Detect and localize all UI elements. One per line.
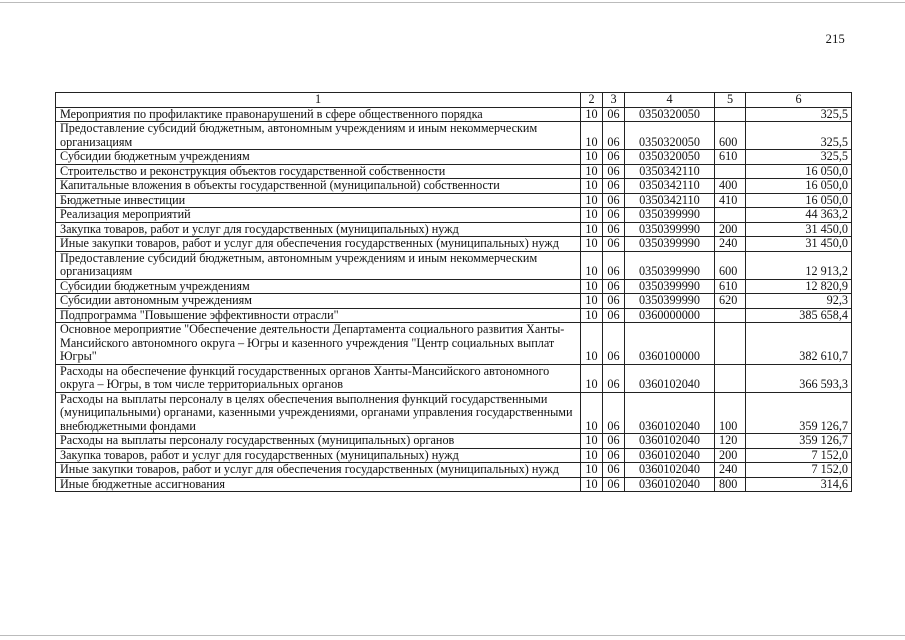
- row-amount-cell: 31 450,0: [746, 237, 852, 252]
- row-amount-cell: 314,6: [746, 477, 852, 492]
- row-expense-type-cell: 600: [715, 251, 746, 279]
- row-name-cell: Расходы на обеспечение функций государственных органов Ханты-Мансийского автономного округа – Югры, в том числе территориальных органов: [56, 364, 581, 392]
- row-target-code-cell: 0350342110: [625, 193, 715, 208]
- row-expense-type-cell: 400: [715, 179, 746, 194]
- table-row: [56, 294, 852, 309]
- row-name-cell: Предоставление субсидий бюджетным, автономным учреждениям и иным некоммерческим организациям: [56, 251, 581, 279]
- row-code-2-cell: 10: [581, 364, 603, 392]
- row-amount-cell: 31 450,0: [746, 222, 852, 237]
- table-row: [56, 164, 852, 179]
- row-amount-cell: 92,3: [746, 294, 852, 309]
- row-name-cell: Основное мероприятие "Обеспечение деятельности Департамента социального развития Ханты-Мансийского автономного округа – Югры и казенного учреждения "Центр социальных выплат Югры": [56, 323, 581, 365]
- table-row: [56, 279, 852, 294]
- row-code-3-cell: 06: [603, 164, 625, 179]
- row-amount-cell: 16 050,0: [746, 193, 852, 208]
- row-expense-type-cell: [715, 364, 746, 392]
- row-amount-cell: 382 610,7: [746, 323, 852, 365]
- row-code-2-cell: 10: [581, 222, 603, 237]
- row-expense-type-cell: [715, 323, 746, 365]
- row-name-cell: Реализация мероприятий: [56, 208, 581, 223]
- table-row: [56, 364, 852, 392]
- row-name-cell: Расходы на выплаты персоналу в целях обеспечения выполнения функций государственными (муниципальными) органами, казенными учреждениями, органами управления государственными внебюджетными фондами: [56, 392, 581, 434]
- row-amount-cell: 12 820,9: [746, 279, 852, 294]
- table-row: [56, 392, 852, 434]
- row-code-2-cell: 10: [581, 179, 603, 194]
- row-code-3-cell: 06: [603, 193, 625, 208]
- row-expense-type-cell: 410: [715, 193, 746, 208]
- row-expense-type-cell: 120: [715, 434, 746, 449]
- column-header-1: 1: [56, 93, 581, 108]
- row-code-3-cell: 06: [603, 448, 625, 463]
- row-name-cell: Закупка товаров, работ и услуг для государственных (муниципальных) нужд: [56, 222, 581, 237]
- row-target-code-cell: 0350320050: [625, 107, 715, 122]
- row-target-code-cell: 0360102040: [625, 434, 715, 449]
- row-code-2-cell: 10: [581, 294, 603, 309]
- row-expense-type-cell: 240: [715, 237, 746, 252]
- row-name-cell: Иные закупки товаров, работ и услуг для обеспечения государственных (муниципальных) нужд: [56, 237, 581, 252]
- row-code-2-cell: 10: [581, 323, 603, 365]
- row-name-cell: Мероприятия по профилактике правонарушений в сфере общественного порядка: [56, 107, 581, 122]
- row-code-3-cell: 06: [603, 477, 625, 492]
- row-expense-type-cell: 100: [715, 392, 746, 434]
- row-expense-type-cell: [715, 308, 746, 323]
- row-target-code-cell: 0360000000: [625, 308, 715, 323]
- row-expense-type-cell: 200: [715, 222, 746, 237]
- row-amount-cell: 7 152,0: [746, 448, 852, 463]
- row-amount-cell: 7 152,0: [746, 463, 852, 478]
- row-target-code-cell: 0360100000: [625, 323, 715, 365]
- row-expense-type-cell: 610: [715, 279, 746, 294]
- row-code-3-cell: 06: [603, 308, 625, 323]
- row-code-3-cell: 06: [603, 392, 625, 434]
- row-expense-type-cell: 600: [715, 122, 746, 150]
- table-row: [56, 107, 852, 122]
- row-amount-cell: 12 913,2: [746, 251, 852, 279]
- row-name-cell: Строительство и реконструкция объектов государственной собственности: [56, 164, 581, 179]
- row-amount-cell: 16 050,0: [746, 179, 852, 194]
- table-row: [56, 222, 852, 237]
- row-target-code-cell: 0350399990: [625, 279, 715, 294]
- row-code-2-cell: 10: [581, 308, 603, 323]
- table-row: [56, 463, 852, 478]
- row-code-3-cell: 06: [603, 222, 625, 237]
- row-name-cell: Подпрограмма "Повышение эффективности отрасли": [56, 308, 581, 323]
- column-header-5: 5: [715, 93, 746, 108]
- row-code-2-cell: 10: [581, 164, 603, 179]
- row-expense-type-cell: [715, 107, 746, 122]
- budget-table: [55, 92, 852, 492]
- row-amount-cell: 325,5: [746, 107, 852, 122]
- table-row: [56, 193, 852, 208]
- row-target-code-cell: 0350342110: [625, 179, 715, 194]
- top-edge-line: [0, 2, 905, 3]
- row-code-2-cell: 10: [581, 463, 603, 478]
- row-amount-cell: 385 658,4: [746, 308, 852, 323]
- column-header-2: 2: [581, 93, 603, 108]
- table-row: [56, 208, 852, 223]
- row-target-code-cell: 0360102040: [625, 463, 715, 478]
- row-name-cell: Субсидии автономным учреждениям: [56, 294, 581, 309]
- row-name-cell: Закупка товаров, работ и услуг для государственных (муниципальных) нужд: [56, 448, 581, 463]
- column-header-6: 6: [746, 93, 852, 108]
- row-amount-cell: 16 050,0: [746, 164, 852, 179]
- row-target-code-cell: 0350320050: [625, 150, 715, 165]
- row-target-code-cell: 0360102040: [625, 392, 715, 434]
- table-row: [56, 323, 852, 365]
- row-target-code-cell: 0350320050: [625, 122, 715, 150]
- row-code-3-cell: 06: [603, 279, 625, 294]
- row-name-cell: Предоставление субсидий бюджетным, автономным учреждениям и иным некоммерческим организациям: [56, 122, 581, 150]
- row-expense-type-cell: 240: [715, 463, 746, 478]
- row-target-code-cell: 0350399990: [625, 294, 715, 309]
- row-target-code-cell: 0350399990: [625, 208, 715, 223]
- row-amount-cell: 359 126,7: [746, 434, 852, 449]
- row-code-3-cell: 06: [603, 122, 625, 150]
- row-amount-cell: 44 363,2: [746, 208, 852, 223]
- row-code-2-cell: 10: [581, 477, 603, 492]
- page-number: 215: [825, 32, 845, 46]
- row-code-3-cell: 06: [603, 323, 625, 365]
- row-target-code-cell: 0350399990: [625, 251, 715, 279]
- row-target-code-cell: 0350399990: [625, 237, 715, 252]
- budget-table-body: [56, 93, 852, 492]
- row-code-2-cell: 10: [581, 448, 603, 463]
- row-name-cell: Субсидии бюджетным учреждениям: [56, 279, 581, 294]
- table-row: [56, 179, 852, 194]
- row-amount-cell: 366 593,3: [746, 364, 852, 392]
- row-code-3-cell: 06: [603, 294, 625, 309]
- row-name-cell: Капитальные вложения в объекты государственной (муниципальной) собственности: [56, 179, 581, 194]
- row-expense-type-cell: [715, 208, 746, 223]
- table-row: [56, 122, 852, 150]
- row-code-3-cell: 06: [603, 208, 625, 223]
- row-expense-type-cell: 800: [715, 477, 746, 492]
- table-row: [56, 308, 852, 323]
- row-code-2-cell: 10: [581, 279, 603, 294]
- table-row: [56, 434, 852, 449]
- row-target-code-cell: 0360102040: [625, 448, 715, 463]
- row-code-2-cell: 10: [581, 107, 603, 122]
- row-code-2-cell: 10: [581, 434, 603, 449]
- table-row: [56, 477, 852, 492]
- column-header-4: 4: [625, 93, 715, 108]
- row-amount-cell: 325,5: [746, 150, 852, 165]
- row-target-code-cell: 0360102040: [625, 477, 715, 492]
- row-name-cell: Бюджетные инвестиции: [56, 193, 581, 208]
- row-code-2-cell: 10: [581, 122, 603, 150]
- row-amount-cell: 359 126,7: [746, 392, 852, 434]
- row-code-2-cell: 10: [581, 150, 603, 165]
- row-code-2-cell: 10: [581, 392, 603, 434]
- row-name-cell: Расходы на выплаты персоналу государственных (муниципальных) органов: [56, 434, 581, 449]
- row-name-cell: Иные бюджетные ассигнования: [56, 477, 581, 492]
- row-code-3-cell: 06: [603, 107, 625, 122]
- table-row: [56, 237, 852, 252]
- row-code-3-cell: 06: [603, 179, 625, 194]
- row-code-3-cell: 06: [603, 364, 625, 392]
- row-name-cell: Субсидии бюджетным учреждениям: [56, 150, 581, 165]
- row-target-code-cell: 0350342110: [625, 164, 715, 179]
- row-name-cell: Иные закупки товаров, работ и услуг для обеспечения государственных (муниципальных) нужд: [56, 463, 581, 478]
- row-code-2-cell: 10: [581, 208, 603, 223]
- bottom-edge-line: [0, 635, 905, 636]
- row-code-3-cell: 06: [603, 434, 625, 449]
- row-code-2-cell: 10: [581, 237, 603, 252]
- table-row: [56, 251, 852, 279]
- row-expense-type-cell: [715, 164, 746, 179]
- row-target-code-cell: 0360102040: [625, 364, 715, 392]
- row-code-3-cell: 06: [603, 150, 625, 165]
- row-expense-type-cell: 200: [715, 448, 746, 463]
- row-code-3-cell: 06: [603, 251, 625, 279]
- row-expense-type-cell: 620: [715, 294, 746, 309]
- row-expense-type-cell: 610: [715, 150, 746, 165]
- row-amount-cell: 325,5: [746, 122, 852, 150]
- column-header-3: 3: [603, 93, 625, 108]
- row-target-code-cell: 0350399990: [625, 222, 715, 237]
- row-code-2-cell: 10: [581, 193, 603, 208]
- table-row: [56, 448, 852, 463]
- row-code-3-cell: 06: [603, 463, 625, 478]
- table-header-row: [56, 93, 852, 108]
- row-code-2-cell: 10: [581, 251, 603, 279]
- row-code-3-cell: 06: [603, 237, 625, 252]
- table-row: [56, 150, 852, 165]
